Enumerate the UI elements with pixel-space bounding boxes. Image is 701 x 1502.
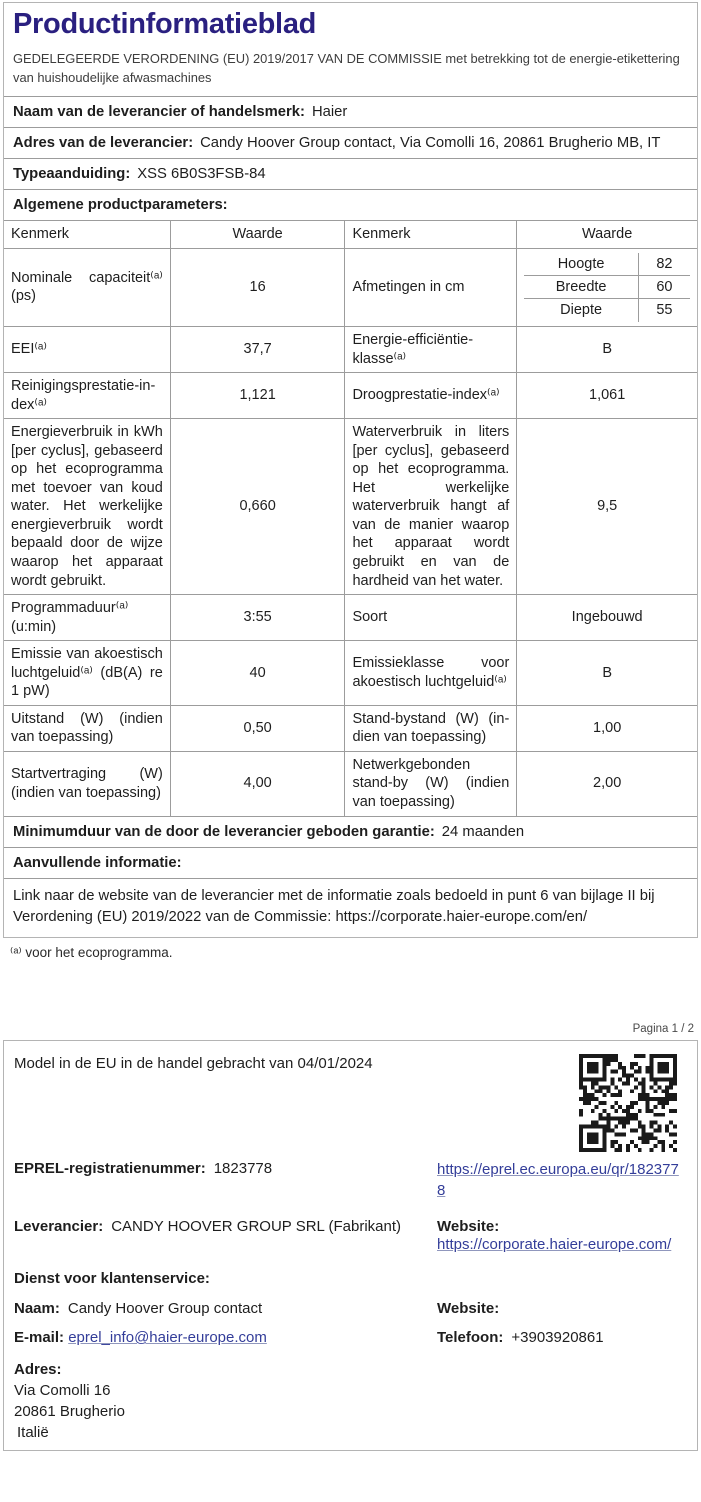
dimensions-subtable (524, 253, 690, 322)
guarantee-row (4, 817, 697, 847)
model-identifier-row (4, 158, 697, 189)
supplier-link-text: Link naar de website van de leverancier met de informatie zoals bedoeld in punt 6 van bijlage II bij Verordening (EU) 2019/2022 van de Commissie: (13, 887, 655, 925)
table-row (4, 419, 697, 595)
param-label: Afmetingen in cm (345, 248, 517, 326)
eprel-link[interactable]: https://eprel.ec.europa.eu/qr/1823778 (437, 1161, 679, 1199)
model-market-date: Model in de EU in de handel gebracht van 04/01/2024 (14, 1055, 373, 1073)
service-name-row (14, 1300, 687, 1317)
supplier-address-value: Candy Hoover Group contact, Via Comolli 16, 20861 Brugherio MB, IT (200, 135, 661, 152)
param-label: Emissie van akoestisch luchtgeluid⁽ᵃ⁾ (dB(A) re 1 pW) (4, 641, 170, 706)
param-label: Stand-bystand (W) (indien van toepassing) (345, 705, 517, 751)
param-value: 37,7 (170, 326, 345, 372)
col-header: Waarde (517, 221, 697, 249)
param-label: Soort (345, 595, 517, 641)
address-line: Italië (17, 1424, 49, 1442)
website-label: Website: (437, 1217, 500, 1235)
param-label: Emissieklasse voor akoestisch luchtgeluid⁽ᵃ⁾ (345, 641, 517, 706)
supplier-name-row (4, 96, 697, 127)
supplier-address-label: Adres van de leverancier: (13, 135, 194, 152)
email-link[interactable]: eprel_info@haier-europe.com (68, 1329, 267, 1347)
supplier-link-row (4, 878, 697, 938)
supplier-address-row (4, 127, 697, 158)
param-label: Programmaduur⁽ᵃ⁾ (u:min) (4, 595, 170, 641)
guarantee-label: Minimumduur van de door de leverancier geboden garantie: (13, 823, 435, 840)
param-value: 9,5 (517, 419, 697, 595)
param-label: Startvertraging (W) (indien van toepassing) (4, 751, 170, 816)
eprel-row (14, 1160, 687, 1201)
param-value: 1,061 (517, 373, 697, 419)
guarantee-value: 24 maanden (441, 823, 525, 840)
param-label: EEI⁽ᵃ⁾ (4, 326, 170, 372)
model-identifier-label: Typeaanduiding: (13, 166, 131, 183)
param-label: Waterverbruik in liters [per cyclus], gebaseerd op het ecoprogramma. Het werkelijke waterverbruik hangt af van de manier waarop het apparaat wordt gebruikt en van de hardheid van het water. (345, 419, 517, 595)
param-label: Uitstand (W) (indien van toepassing) (4, 705, 170, 751)
param-value: 2,00 (517, 751, 697, 816)
param-value: 0,660 (170, 419, 345, 595)
eprel-number: 1823778 (213, 1160, 273, 1178)
table-row (4, 595, 697, 641)
param-value: 16 (170, 248, 345, 326)
dim-value: 82 (638, 253, 690, 276)
param-label: Energie-efficiëntie-klasse⁽ᵃ⁾ (345, 326, 517, 372)
corporate-website-link[interactable]: https://corporate.haier-europe.com/ (437, 1235, 672, 1253)
address-label: Adres: (14, 1361, 62, 1379)
footnote: ⁽ᵃ⁾ voor het ecoprogramma. (10, 945, 173, 961)
col-header: Kenmerk (4, 221, 170, 249)
param-value: 4,00 (170, 751, 345, 816)
service-contact-row (14, 1329, 687, 1346)
param-value: 0,50 (170, 705, 345, 751)
col-header: Waarde (170, 221, 345, 249)
param-value: B (517, 326, 697, 372)
table-row (4, 373, 697, 419)
address-line: 20861 Brugherio (14, 1403, 125, 1421)
qr-code-icon (579, 1054, 677, 1152)
phone-label: Telefoon: (437, 1329, 504, 1347)
param-label: Droogprestatie-index⁽ᵃ⁾ (345, 373, 517, 419)
supplier-link-url: https://corporate.haier-europe.com/en/ (335, 908, 588, 925)
dim-value: 55 (656, 302, 673, 319)
header-section (4, 3, 697, 96)
service-address-block (14, 1359, 687, 1443)
manufacturer-value: CANDY HOOVER GROUP SRL (Fabrikant) (111, 1217, 402, 1235)
param-value: B (517, 641, 697, 706)
parameters-table (4, 220, 697, 816)
param-value: Ingebouwd (517, 595, 697, 641)
page-title: Productinformatieblad (13, 8, 317, 40)
col-header: Kenmerk (345, 221, 517, 249)
customer-service-heading: Dienst voor klantenservice: (14, 1270, 210, 1288)
param-label: Energieverbruik in kWh [per cyclus], gebaseerd op het ecoprogramma met toevoer van koud water. Het werkelijke energieverbruik wordt bepaald door de wijze waarop het apparaat wordt gebruikt. (4, 419, 170, 595)
param-label: Nominale capaciteit⁽ᵃ⁾ (ps) (4, 248, 170, 326)
param-value: 3:55 (170, 595, 345, 641)
dim-name: Diepte (524, 299, 638, 322)
dim-name: Breedte (524, 276, 638, 299)
supplier-name-label: Naam van de leverancier of handelsmerk: (13, 104, 305, 121)
table-row (4, 248, 697, 326)
eprel-label: EPREL-registratienummer: (14, 1160, 206, 1178)
table-row (4, 326, 697, 372)
phone-value: +3903920861 (511, 1329, 604, 1347)
model-identifier-value: XSS 6B0S3FSB-84 (137, 166, 266, 183)
param-label: Netwerkgebonden stand-by (W) (indien van toepassing) (345, 751, 517, 816)
table-row (4, 641, 697, 706)
dim-name: Hoogte (524, 253, 638, 276)
page-indicator: Pagina 1 / 2 (632, 1023, 694, 1036)
general-parameters-heading: Algemene productparameters: (4, 189, 697, 220)
email-label: E-mail: (14, 1329, 65, 1347)
param-value: 1,00 (517, 705, 697, 751)
service-name-label: Naam: (14, 1300, 60, 1318)
param-value: 40 (170, 641, 345, 706)
additional-info-heading: Aanvullende informatie: (4, 847, 697, 878)
product-fiche-page1 (3, 2, 698, 938)
table-header-row (4, 221, 697, 249)
address-line: Via Comolli 16 (14, 1382, 111, 1400)
supplier-name-value: Haier (311, 104, 348, 121)
regulation-subtitle: GEDELEGEERDE VERORDENING (EU) 2019/2017 VAN DE COMMISSIE met betrekking tot de energie-etikettering van huishoudelijke afwasmachines (13, 51, 680, 85)
manufacturer-label: Leverancier: (14, 1217, 104, 1235)
param-value: 1,121 (170, 373, 345, 419)
service-name-value: Candy Hoover Group contact (67, 1300, 263, 1318)
dim-value: 60 (638, 276, 690, 299)
table-row (4, 705, 697, 751)
product-fiche-page2 (3, 1040, 698, 1451)
website-label: Website: (437, 1300, 500, 1318)
table-row (4, 751, 697, 816)
param-label: Reinigingsprestatie-index⁽ᵃ⁾ (4, 373, 170, 419)
manufacturer-row (14, 1218, 687, 1255)
